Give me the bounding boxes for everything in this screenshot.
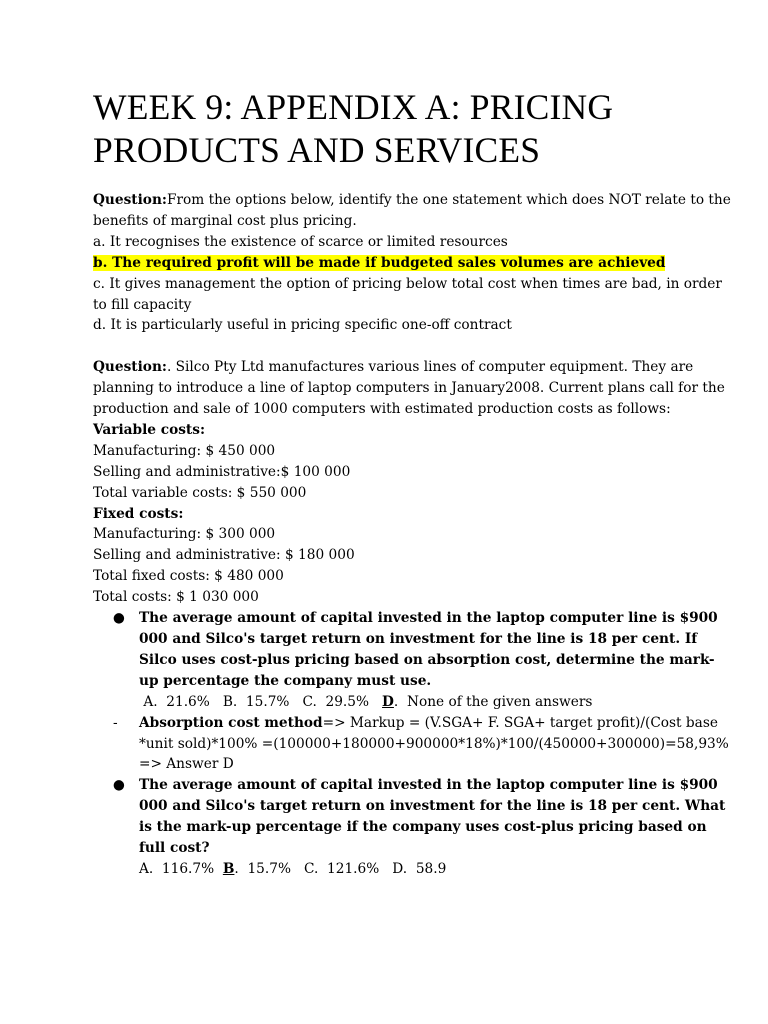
subquestion-1: [93, 608, 733, 713]
variable-manufacturing: Manufacturing: $ 450 000: [93, 442, 276, 459]
spacer: [93, 336, 733, 357]
bullet-icon: ●: [113, 777, 125, 794]
question-text: From the options below, identify the one statement which does NOT relate to the benefits of marginal cost plus pricing.: [93, 192, 731, 229]
subquestion-text: The average amount of capital invested in the laptop computer line is $900 000 and Silco's target return on investment for the line is 18 per cent. What is the mark-up percentage if the company uses cost-plus pricing based on full cost?: [139, 777, 726, 857]
option-a: a. It recognises the existence of scarce or limited resources: [93, 233, 508, 250]
fixed-total: Total fixed costs: $ 480 000: [93, 568, 284, 585]
question-text: . Silco Pty Ltd manufactures various lines of computer equipment. They are planning to introduce a line of laptop computers in January2008. Current plans call for the production and sale of 1000 computers with estimated production costs as follows:: [93, 359, 725, 418]
question-label: Question:: [93, 359, 167, 376]
dash-marker: -: [113, 714, 118, 731]
solution-formula: => Markup = (V.SGA+ F. SGA+ target profit)/(Cost base *unit sold)*100% =(100000+180000+900000*18%)*100/(450000+300000)=58,93%: [139, 714, 729, 752]
solution-answer: => Answer D: [139, 756, 234, 773]
fixed-manufacturing: Manufacturing: $ 300 000: [93, 526, 276, 543]
question-2: [93, 357, 733, 420]
variable-total: Total variable costs: $ 550 000: [93, 484, 307, 501]
solution-text: [139, 713, 733, 755]
options-prefix: A. 116.7%: [139, 860, 223, 877]
option-d: d. It is particularly useful in pricing specific one-off contract: [93, 317, 512, 334]
highlighted-answer: b. The required profit will be made if budgeted sales volumes are achieved: [93, 254, 666, 271]
fixed-costs-heading: Fixed costs:: [93, 505, 184, 522]
options-suffix: . None of the given answers: [393, 693, 593, 710]
solution-label: Absorption cost method: [139, 714, 323, 731]
subquestion-2: [93, 775, 733, 880]
subquestion-options: [139, 692, 733, 713]
option-b-answer: [93, 253, 733, 274]
answer-letter: B: [222, 860, 235, 877]
subquestion-options: [139, 859, 733, 880]
option-c: c. It gives management the option of pricing below total cost when times are bad, in order to fill capacity: [93, 275, 722, 313]
question-1: [93, 190, 733, 232]
variable-selling: Selling and administrative:$ 100 000: [93, 463, 351, 480]
subquestion-text: The average amount of capital invested in the laptop computer line is $900 000 and Silco's target return on investment for the line is 18 per cent. If Silco uses cost-plus pricing based on absorption cost, determine the mark-up percentage the company must use.: [139, 610, 718, 689]
page-title: WEEK 9: APPENDIX A: PRICING PRODUCTS AND SERVICES: [93, 87, 614, 170]
solution-block: [93, 713, 733, 776]
answer-letter: D: [382, 693, 394, 710]
variable-costs-heading: Variable costs:: [93, 421, 206, 438]
total-costs: Total costs: $ 1 030 000: [93, 589, 259, 606]
options-prefix: A. 21.6% B. 15.7% C. 29.5%: [139, 693, 383, 710]
fixed-selling: Selling and administrative: $ 180 000: [93, 547, 355, 564]
question-label: Question:: [93, 192, 167, 208]
bullet-icon: ●: [113, 610, 125, 627]
document-body: [93, 190, 733, 880]
options-suffix: . 15.7% C. 121.6% D. 58.9: [234, 860, 447, 877]
